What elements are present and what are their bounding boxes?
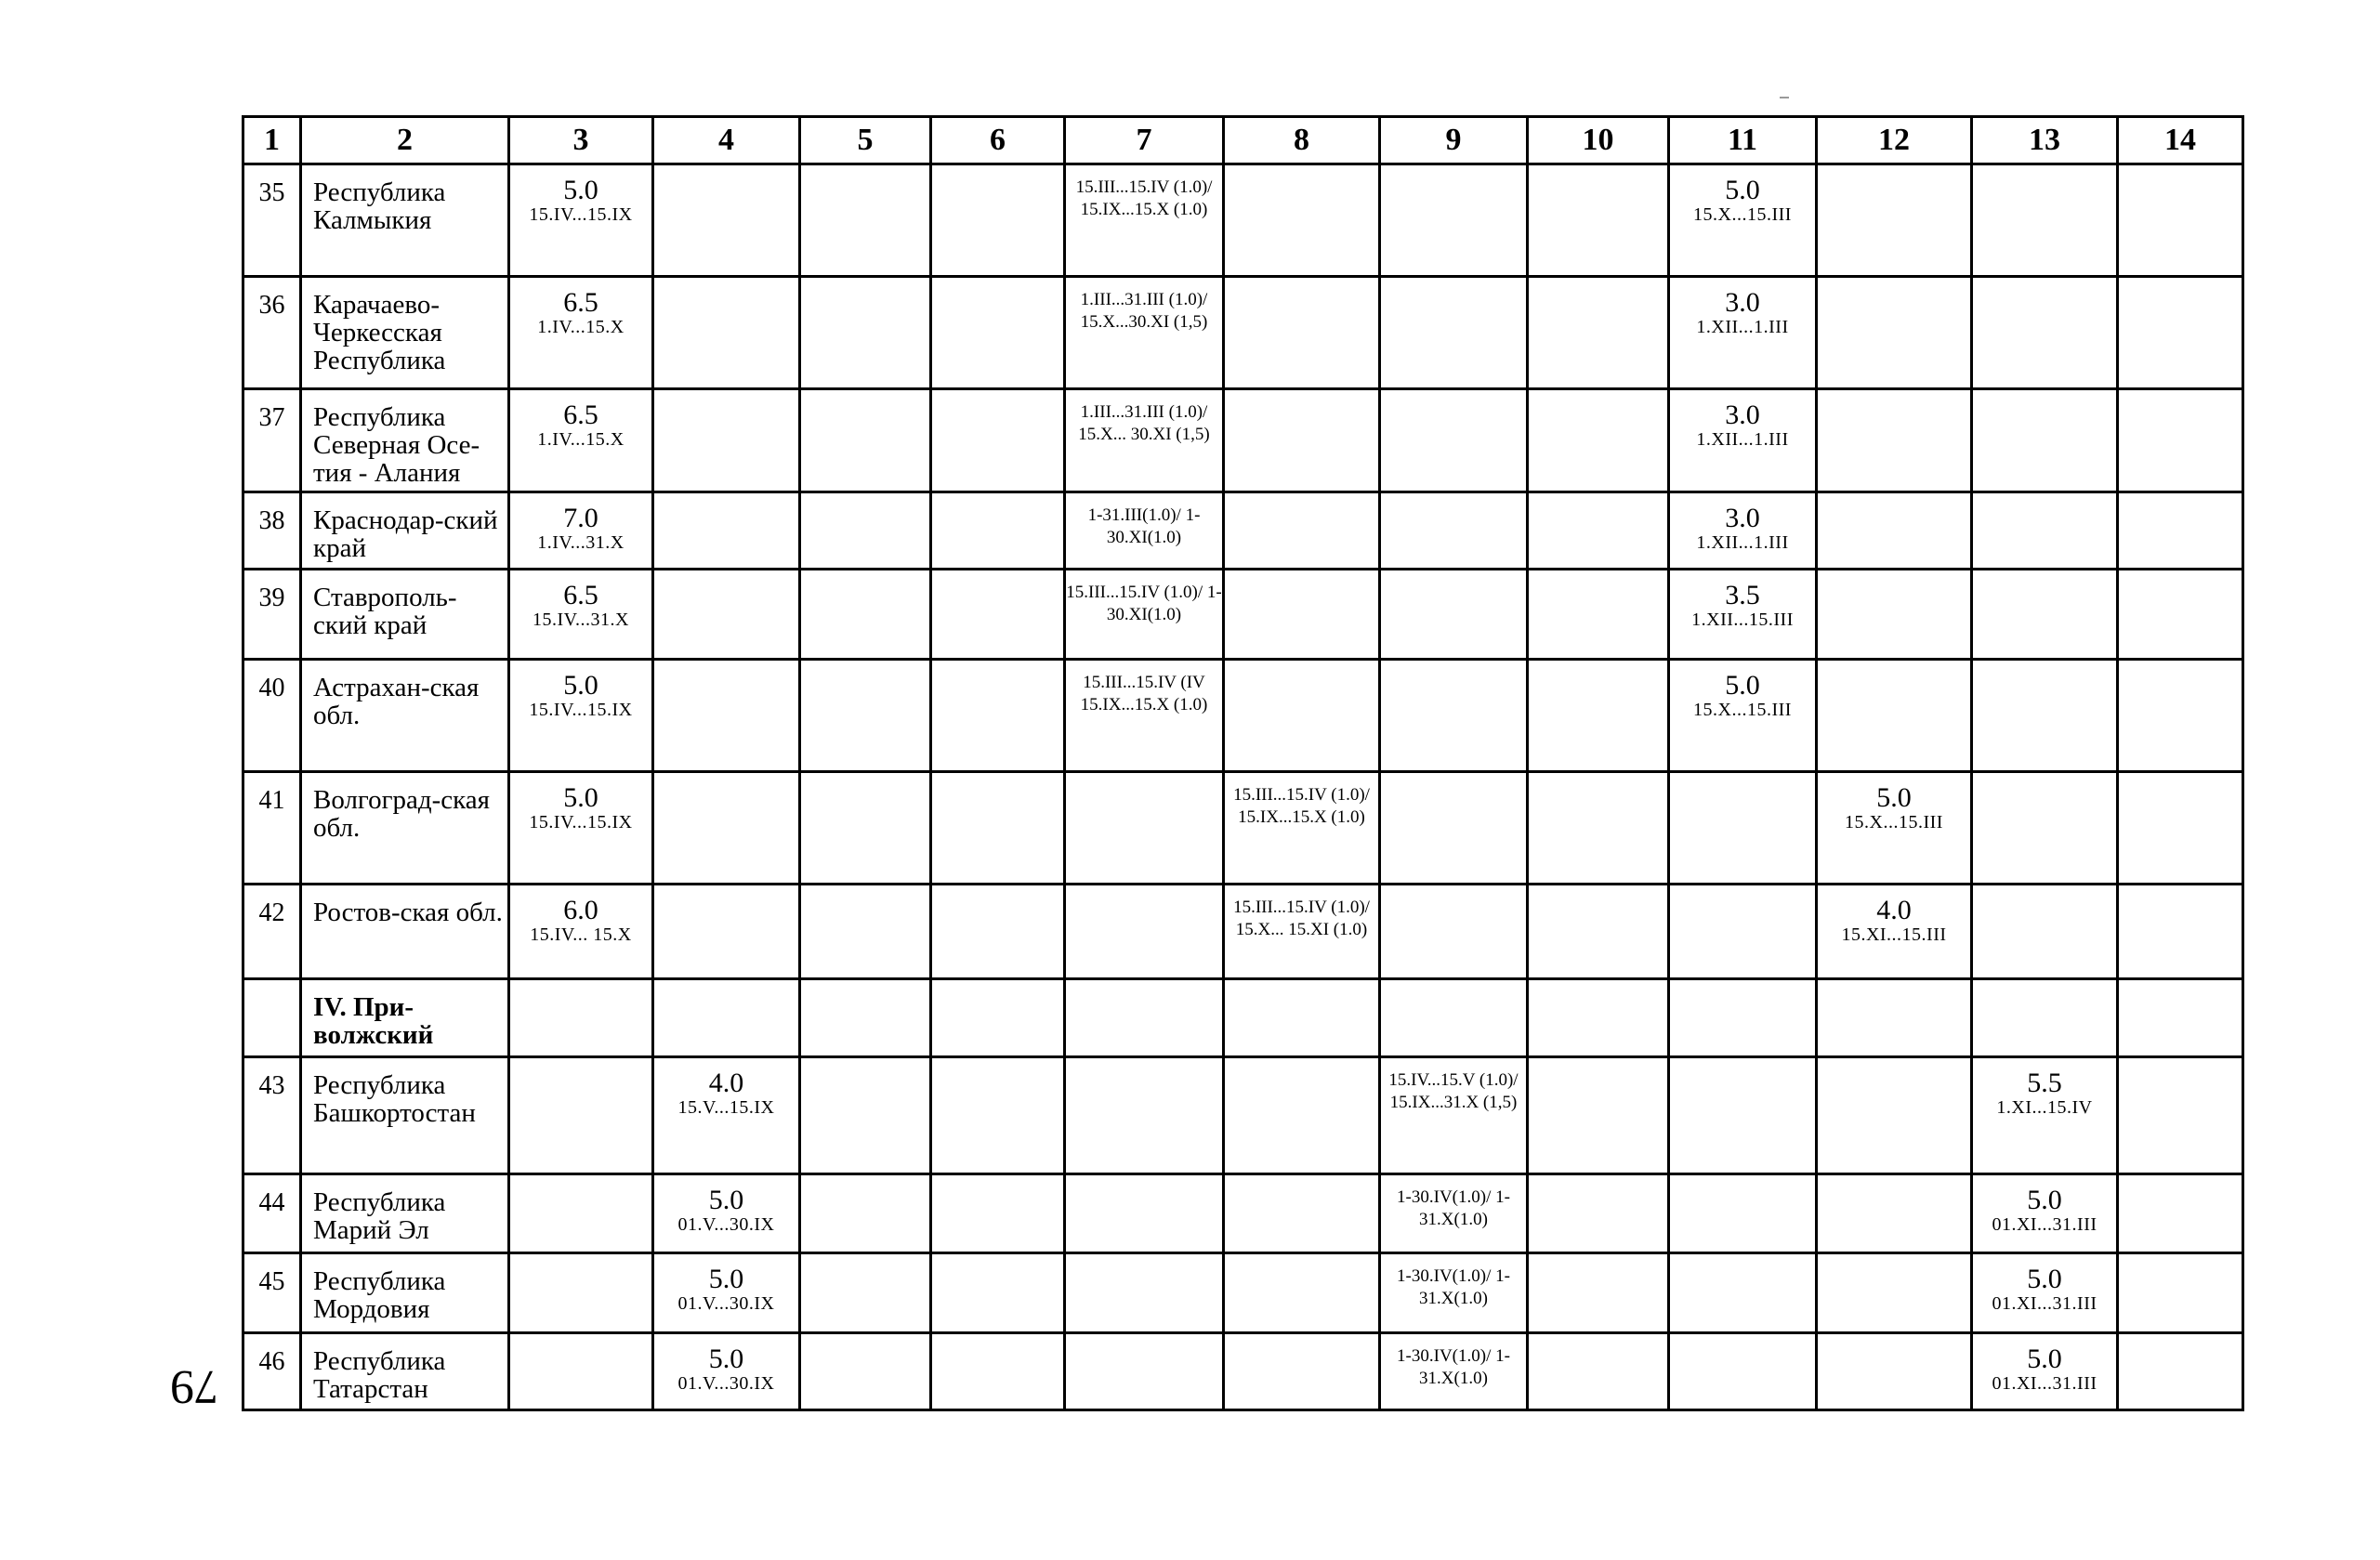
cell-value: 6.5 [563, 400, 598, 430]
cell-col-12 [1817, 885, 1972, 979]
cell-col-13 [1972, 1174, 2118, 1253]
cell-col-10 [1528, 1057, 1669, 1174]
row-number: 40 [243, 660, 301, 772]
row-number: 42 [243, 885, 301, 979]
cell-period: 1.XI...15.IV [1996, 1097, 2093, 1118]
cell-period: 15.X...15.III [1693, 700, 1792, 720]
cell-col-3 [509, 1253, 653, 1333]
cell-period: 1.XII...1.III [1696, 532, 1789, 553]
cell-col-7 [1065, 389, 1224, 492]
cell-col-10 [1528, 660, 1669, 772]
cell-col-8 [1224, 1253, 1380, 1333]
cell-col-10 [1528, 772, 1669, 885]
cell-col-10 [1528, 389, 1669, 492]
cell-period: 1.XII...15.III [1691, 610, 1794, 630]
cell-col-8 [1224, 570, 1380, 660]
row-number [243, 979, 301, 1057]
cell-col-9 [1380, 277, 1528, 389]
cell-col-10 [1528, 277, 1669, 389]
region-name: Астрахан-ская обл. [301, 660, 509, 772]
cell-value: 5.0 [1876, 782, 1912, 813]
row-number: 45 [243, 1253, 301, 1333]
cell-col-14 [2118, 660, 2243, 772]
table-body [243, 164, 2243, 1410]
table-row [243, 164, 2243, 277]
col-header: 3 [509, 117, 653, 164]
cell-value: 5.0 [2027, 1264, 2062, 1294]
cell-col-10 [1528, 885, 1669, 979]
cell-col-5 [800, 1253, 931, 1333]
cell-col-9 [1380, 492, 1528, 570]
region-name: Республика Марий Эл [301, 1174, 509, 1253]
cell-col-12 [1817, 1174, 1972, 1253]
cell-col-14 [2118, 1253, 2243, 1333]
cell-col-6 [931, 389, 1065, 492]
cell-col-4 [653, 1333, 800, 1410]
table-row [243, 277, 2243, 389]
cell-col-9 [1380, 570, 1528, 660]
cell-col-12 [1817, 389, 1972, 492]
cell-col-3 [509, 660, 653, 772]
cell-transition: 1.III...31.III (1.0)/ 15.X... 30.XI (1,5) [1078, 402, 1210, 444]
cell-col-4 [653, 277, 800, 389]
table-row [243, 492, 2243, 570]
cell-col-4 [653, 660, 800, 772]
cell-transition: 15.III...15.IV (1.0)/ 15.IX...15.X (1.0) [1075, 177, 1213, 219]
table-row [243, 1057, 2243, 1174]
cell-col-10 [1528, 164, 1669, 277]
cell-value: 5.0 [708, 1185, 744, 1215]
cell-col-3 [509, 1174, 653, 1253]
cell-col-3 [509, 164, 653, 277]
cell-col-6 [931, 979, 1065, 1057]
cell-col-13 [1972, 979, 2118, 1057]
row-number: 36 [243, 277, 301, 389]
col-header: 12 [1817, 117, 1972, 164]
cell-period: 15.IV...15.IX [529, 812, 633, 832]
cell-col-11 [1669, 660, 1817, 772]
cell-col-9 [1380, 1333, 1528, 1410]
cell-col-11 [1669, 1174, 1817, 1253]
col-header: 8 [1224, 117, 1380, 164]
col-header: 6 [931, 117, 1065, 164]
cell-period: 1.IV...15.X [537, 317, 625, 337]
region-name: Волгоград-ская обл. [301, 772, 509, 885]
table-row [243, 979, 2243, 1057]
cell-period: 1.XII...1.III [1696, 429, 1789, 450]
cell-col-10 [1528, 979, 1669, 1057]
cell-period: 01.XI...31.III [1992, 1214, 2097, 1235]
cell-col-4 [653, 885, 800, 979]
cell-value: 5.0 [563, 782, 598, 813]
cell-col-12 [1817, 979, 1972, 1057]
cell-col-13 [1972, 660, 2118, 772]
cell-col-9 [1380, 1253, 1528, 1333]
cell-transition: 1-31.III(1.0)/ 1-30.XI(1.0) [1087, 505, 1201, 547]
cell-col-6 [931, 164, 1065, 277]
cell-value: 5.0 [563, 175, 598, 205]
region-name: Ставрополь-ский край [301, 570, 509, 660]
cell-col-14 [2118, 979, 2243, 1057]
col-header: 10 [1528, 117, 1669, 164]
col-header: 2 [301, 117, 509, 164]
cell-col-5 [800, 1057, 931, 1174]
cell-period: 15.IV...31.X [533, 610, 629, 630]
table-row [243, 772, 2243, 885]
cell-col-7 [1065, 164, 1224, 277]
col-header: 13 [1972, 117, 2118, 164]
table-row [243, 660, 2243, 772]
row-number: 37 [243, 389, 301, 492]
cell-col-3 [509, 885, 653, 979]
cell-col-12 [1817, 1253, 1972, 1333]
cell-value: 7.0 [563, 503, 598, 533]
cell-col-12 [1817, 660, 1972, 772]
cell-col-3 [509, 277, 653, 389]
cell-col-7 [1065, 1174, 1224, 1253]
cell-col-12 [1817, 1333, 1972, 1410]
cell-col-5 [800, 1333, 931, 1410]
cell-col-12 [1817, 772, 1972, 885]
cell-col-11 [1669, 1333, 1817, 1410]
cell-value: 5.0 [1725, 175, 1760, 205]
cell-value: 3.0 [1725, 400, 1760, 430]
cell-period: 01.XI...31.III [1992, 1373, 2097, 1394]
cell-col-14 [2118, 277, 2243, 389]
col-header: 5 [800, 117, 931, 164]
cell-col-8 [1224, 979, 1380, 1057]
cell-col-14 [2118, 570, 2243, 660]
cell-col-7 [1065, 660, 1224, 772]
cell-col-4 [653, 164, 800, 277]
cell-value: 5.0 [563, 670, 598, 701]
cell-col-11 [1669, 1253, 1817, 1333]
cell-value: 5.0 [2027, 1185, 2062, 1215]
cell-transition: 15.III...15.IV (1.0)/ 1-30.XI(1.0) [1066, 583, 1222, 624]
cell-col-13 [1972, 389, 2118, 492]
row-number: 43 [243, 1057, 301, 1174]
cell-col-11 [1669, 277, 1817, 389]
cell-col-4 [653, 772, 800, 885]
cell-col-5 [800, 660, 931, 772]
cell-transition: 15.III...15.IV (1.0)/ 15.X... 15.XI (1.0) [1233, 898, 1370, 939]
cell-col-9 [1380, 885, 1528, 979]
cell-col-11 [1669, 389, 1817, 492]
cell-col-6 [931, 277, 1065, 389]
cell-col-14 [2118, 1057, 2243, 1174]
cell-col-11 [1669, 885, 1817, 979]
cell-value: 5.0 [708, 1344, 744, 1374]
cell-col-8 [1224, 492, 1380, 570]
cell-transition: 15.IV...15.V (1.0)/ 15.IX...31.X (1,5) [1388, 1070, 1519, 1112]
cell-col-7 [1065, 570, 1224, 660]
cell-value: 4.0 [1876, 895, 1912, 925]
cell-col-13 [1972, 1333, 2118, 1410]
cell-col-7 [1065, 1333, 1224, 1410]
table-row [243, 570, 2243, 660]
cell-col-3 [509, 389, 653, 492]
cell-col-7 [1065, 772, 1224, 885]
cell-col-4 [653, 1057, 800, 1174]
cell-col-9 [1380, 772, 1528, 885]
table-row [243, 389, 2243, 492]
cell-col-6 [931, 885, 1065, 979]
cell-period: 15.V...15.IX [677, 1097, 775, 1118]
cell-col-5 [800, 164, 931, 277]
cell-col-7 [1065, 277, 1224, 389]
cell-col-13 [1972, 277, 2118, 389]
cell-col-13 [1972, 772, 2118, 885]
region-name: Республика Калмыкия [301, 164, 509, 277]
cell-col-7 [1065, 885, 1224, 979]
cell-col-6 [931, 772, 1065, 885]
cell-col-9 [1380, 979, 1528, 1057]
cell-col-9 [1380, 164, 1528, 277]
cell-col-13 [1972, 492, 2118, 570]
cell-col-7 [1065, 1253, 1224, 1333]
cell-col-5 [800, 885, 931, 979]
cell-col-12 [1817, 492, 1972, 570]
col-header: 14 [2118, 117, 2243, 164]
cell-period: 01.V...30.IX [677, 1373, 775, 1394]
cell-col-9 [1380, 1174, 1528, 1253]
cell-col-5 [800, 979, 931, 1057]
cell-col-14 [2118, 164, 2243, 277]
cell-col-12 [1817, 277, 1972, 389]
cell-col-11 [1669, 164, 1817, 277]
cell-col-13 [1972, 570, 2118, 660]
cell-col-13 [1972, 1253, 2118, 1333]
region-name: Республика Мордовия [301, 1253, 509, 1333]
cell-value: 3.0 [1725, 503, 1760, 533]
cell-period: 1.IV...31.X [537, 532, 625, 553]
cell-transition: 1-30.IV(1.0)/ 1-31.X(1.0) [1397, 1266, 1510, 1308]
row-number: 44 [243, 1174, 301, 1253]
cell-col-5 [800, 389, 931, 492]
cell-value: 5.0 [1725, 670, 1760, 701]
cell-col-4 [653, 1174, 800, 1253]
cell-col-10 [1528, 1333, 1669, 1410]
cell-period: 15.IV...15.IX [529, 204, 633, 225]
col-header: 11 [1669, 117, 1817, 164]
region-name: Республика Северная Осе-тия - Алания [301, 389, 509, 492]
cell-col-8 [1224, 389, 1380, 492]
cell-col-14 [2118, 492, 2243, 570]
cell-col-7 [1065, 1057, 1224, 1174]
cell-col-6 [931, 570, 1065, 660]
cell-value: 5.0 [708, 1264, 744, 1294]
cell-col-12 [1817, 1057, 1972, 1174]
cell-value: 3.5 [1725, 580, 1760, 610]
cell-col-8 [1224, 660, 1380, 772]
cell-value: 3.0 [1725, 287, 1760, 318]
cell-col-14 [2118, 885, 2243, 979]
cell-transition: 1-30.IV(1.0)/ 1-31.X(1.0) [1397, 1187, 1510, 1229]
cell-col-13 [1972, 1057, 2118, 1174]
cell-col-8 [1224, 277, 1380, 389]
cell-col-5 [800, 570, 931, 660]
cell-col-10 [1528, 570, 1669, 660]
header-row [243, 117, 2243, 164]
cell-col-3 [509, 1057, 653, 1174]
cell-col-3 [509, 979, 653, 1057]
cell-period: 15.X...15.III [1845, 812, 1943, 832]
cell-col-3 [509, 570, 653, 660]
cell-period: 01.V...30.IX [677, 1214, 775, 1235]
cell-col-13 [1972, 885, 2118, 979]
cell-col-14 [2118, 1174, 2243, 1253]
cell-col-11 [1669, 772, 1817, 885]
scan-mark [1780, 97, 1789, 98]
cell-value: 6.5 [563, 580, 598, 610]
cell-value: 5.5 [2027, 1068, 2062, 1098]
cell-col-6 [931, 1253, 1065, 1333]
cell-col-7 [1065, 492, 1224, 570]
cell-col-5 [800, 492, 931, 570]
col-header: 1 [243, 117, 301, 164]
cell-period: 15.XI...15.III [1841, 924, 1947, 945]
cell-col-11 [1669, 570, 1817, 660]
table-row [243, 1253, 2243, 1333]
col-header: 7 [1065, 117, 1224, 164]
cell-transition: 15.III...15.IV (IV 15.IX...15.X (1.0) [1080, 673, 1208, 714]
cell-col-10 [1528, 1253, 1669, 1333]
cell-col-6 [931, 1057, 1065, 1174]
cell-col-11 [1669, 979, 1817, 1057]
table-row [243, 1333, 2243, 1410]
region-name: Ростов-ская обл. [301, 885, 509, 979]
cell-col-3 [509, 492, 653, 570]
cell-col-4 [653, 570, 800, 660]
cell-col-8 [1224, 885, 1380, 979]
cell-transition: 1.III...31.III (1.0)/ 15.X...30.XI (1,5) [1080, 290, 1208, 332]
cell-period: 15.X...15.III [1693, 204, 1792, 225]
cell-col-7 [1065, 979, 1224, 1057]
cell-col-9 [1380, 660, 1528, 772]
cell-transition: 15.III...15.IV (1.0)/ 15.IX...15.X (1.0) [1233, 785, 1370, 827]
table-row [243, 885, 2243, 979]
region-name: Карачаево-Черкесская Республика [301, 277, 509, 389]
col-header: 4 [653, 117, 800, 164]
cell-col-14 [2118, 772, 2243, 885]
cell-col-8 [1224, 1057, 1380, 1174]
cell-col-9 [1380, 389, 1528, 492]
cell-period: 1.XII...1.III [1696, 317, 1789, 337]
climate-table [242, 115, 2244, 1411]
row-number: 46 [243, 1333, 301, 1410]
row-number: 41 [243, 772, 301, 885]
cell-transition: 1-30.IV(1.0)/ 1-31.X(1.0) [1397, 1346, 1510, 1388]
cell-period: 15.IV...15.IX [529, 700, 633, 720]
cell-col-4 [653, 979, 800, 1057]
cell-col-3 [509, 772, 653, 885]
cell-col-4 [653, 389, 800, 492]
col-header: 9 [1380, 117, 1528, 164]
cell-col-8 [1224, 1333, 1380, 1410]
cell-col-14 [2118, 389, 2243, 492]
cell-period: 1.IV...15.X [537, 429, 625, 450]
row-number: 38 [243, 492, 301, 570]
region-name: Республика Татарстан [301, 1333, 509, 1410]
cell-value: 6.5 [563, 287, 598, 318]
cell-period: 01.XI...31.III [1992, 1293, 2097, 1314]
cell-col-5 [800, 277, 931, 389]
cell-col-13 [1972, 164, 2118, 277]
cell-col-6 [931, 1333, 1065, 1410]
cell-col-6 [931, 660, 1065, 772]
cell-col-12 [1817, 164, 1972, 277]
cell-col-11 [1669, 1057, 1817, 1174]
cell-col-8 [1224, 772, 1380, 885]
cell-col-9 [1380, 1057, 1528, 1174]
cell-col-5 [800, 1174, 931, 1253]
cell-col-10 [1528, 492, 1669, 570]
cell-col-8 [1224, 1174, 1380, 1253]
table-row [243, 1174, 2243, 1253]
cell-col-3 [509, 1333, 653, 1410]
cell-col-6 [931, 492, 1065, 570]
cell-col-4 [653, 492, 800, 570]
cell-period: 01.V...30.IX [677, 1293, 775, 1314]
cell-period: 15.IV... 15.X [530, 924, 632, 945]
region-name: Краснодар-ский край [301, 492, 509, 570]
cell-value: 6.0 [563, 895, 598, 925]
region-name: Республика Башкортостан [301, 1057, 509, 1174]
cell-col-10 [1528, 1174, 1669, 1253]
cell-col-8 [1224, 164, 1380, 277]
cell-col-6 [931, 1174, 1065, 1253]
cell-col-4 [653, 1253, 800, 1333]
row-number: 35 [243, 164, 301, 277]
cell-value: 4.0 [708, 1068, 744, 1098]
page-number: 79 [170, 1360, 218, 1413]
cell-col-11 [1669, 492, 1817, 570]
cell-col-12 [1817, 570, 1972, 660]
cell-value: 5.0 [2027, 1344, 2062, 1374]
cell-col-5 [800, 772, 931, 885]
cell-col-14 [2118, 1333, 2243, 1410]
section-heading: IV. При-волжский [301, 979, 509, 1057]
row-number: 39 [243, 570, 301, 660]
